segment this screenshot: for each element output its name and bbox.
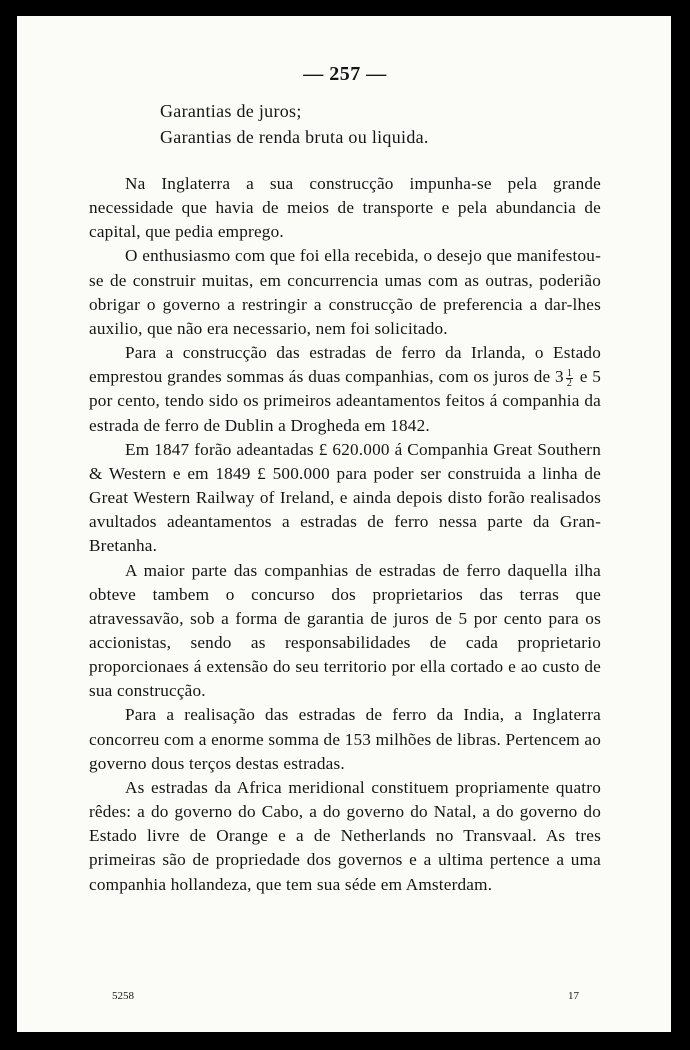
page-content [89,60,601,897]
fraction-one-half [566,369,573,388]
section-gap [89,150,601,172]
paragraph-south-africa: As estradas da Africa meridional constituem propriamente quatro rêdes: a do governo do Cabo, a do governo do Natal, a do governo do Estado livre de Orange e a de Netherlands no Transvaal. As tres primeiras são de propriedade dos governos e a ultima pertence a uma companhia hollandeza, que tem sua séde em Amsterdam. [89,777,601,894]
paragraph-england-construction: Na Inglaterra a sua construcção impunha-se pela grande necessidade que havia de meios de transporte e pela abundancia de capital, que pedia emprego. [89,174,601,242]
paragraph-india: Para a realisação das estradas de ferro da India, a Inglaterra concorreu com a enorme somma de 153 milhões de libras. Pertencem ao governo dous terços destas estradas. [89,705,601,773]
guarantee-item-interest: Garantias de juros; [160,101,302,121]
paragraph-advances-1847: Em 1847 forão adeantadas £ 620.000 á Companhia Great Southern & Western e em 1849 £ 500.000 para poder ser construida a linha de Great Western Railway of Ireland, e ainda depois disto forão realisados avultados adeantamentos a estradas de ferro nessa parte da Gran-Bretanha. [89,439,601,556]
fraction-denominator: 2 [566,377,573,389]
fraction-numerator: 1 [566,367,573,379]
page-number: — 257 — [303,63,387,85]
book-page [17,16,671,1032]
footer-signature-number: 17 [568,990,579,1002]
page-footer [112,989,579,1003]
footer-print-code: 5258 [112,990,134,1002]
paragraph-enthusiasm: O enthusiasmo com que foi ella recebida, o desejo que manifestou-se de construir muitas, em concurrencia umas com as outras, poderião obrigar o governo a restringir a construcção de preferencia a dar-lhes auxilio, que não era necessario, nem foi solicitado. [89,246,601,338]
ireland-text-after: e 5 por cento, tendo sido os primeiros adeantamentos feitos á companhia da estrada de ferro de Dublin a Drogheda em 1842. [89,367,602,435]
guarantee-item-revenue: Garantias de renda bruta ou liquida. [160,127,429,147]
paragraph-landowners: A maior parte das companhias de estradas de ferro daquella ilha obteve tambem o concurso dos proprietarios das terras que atravessavão, sob a forma de garantia de juros de 5 por cento para os accionistas, sendo as responsabilidades de cada proprietario proporcionaes á extensão do seu territorio por ella cortado e ao custo de sua construcção. [89,560,601,701]
ireland-text-before: Para a construcção das estradas de ferro da Irlanda, o Estado emprestou grandes sommas ás duas companhias, com os juros de 3 [89,343,601,387]
paragraph-ireland-loans [89,341,601,438]
